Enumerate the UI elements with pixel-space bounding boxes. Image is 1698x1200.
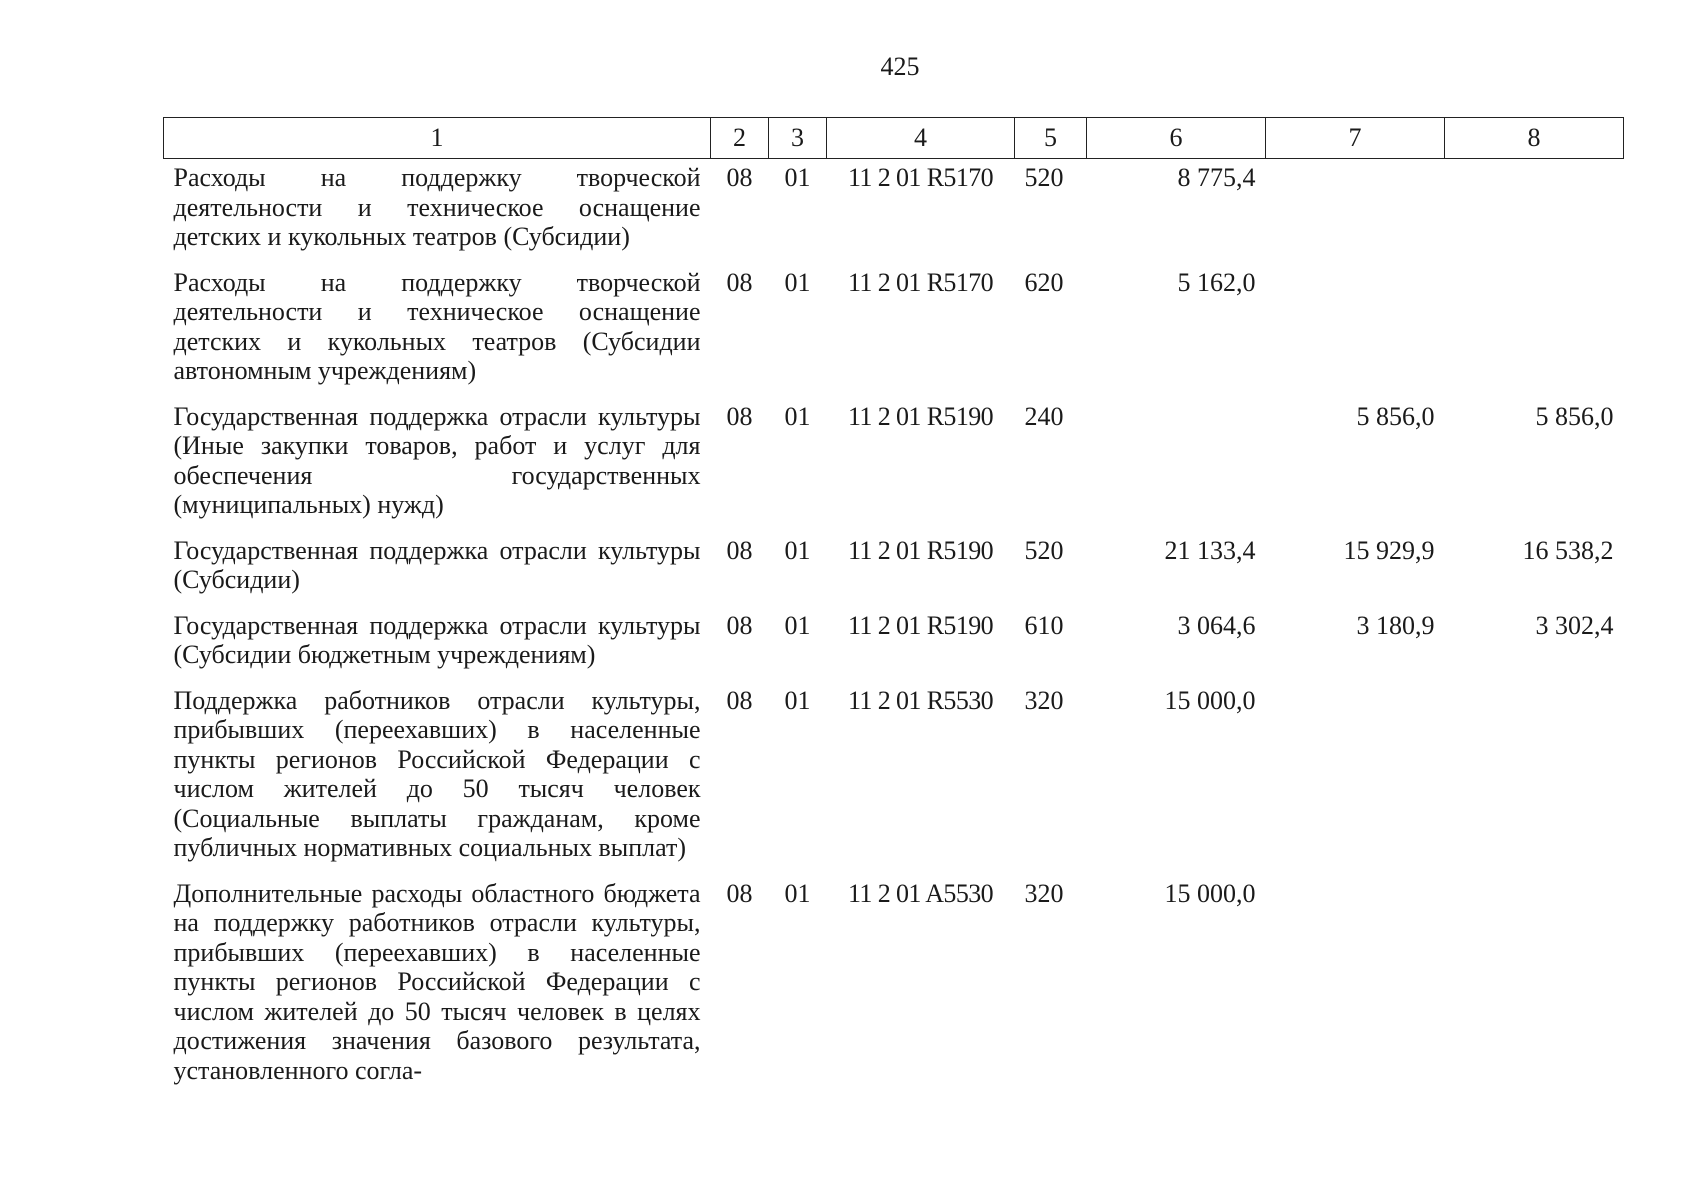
amount-col6: 5 162,0 xyxy=(1177,267,1256,297)
section-code: 08 xyxy=(726,610,753,640)
amount-col7 xyxy=(1266,159,1445,264)
amount-col8: 3 302,4 xyxy=(1535,610,1614,640)
expense-type-code: 520 xyxy=(1024,535,1064,565)
section-code: 08 xyxy=(726,401,753,431)
amount-col8: 5 856,0 xyxy=(1535,401,1614,431)
table-row xyxy=(164,532,1624,607)
amount-col6 xyxy=(1087,398,1266,532)
subsection-code: 01 xyxy=(784,878,811,908)
table-row xyxy=(164,875,1624,1098)
row-description: Государственная поддержка отрасли культуры (Субсидии) xyxy=(173,535,701,594)
expense-type-code: 620 xyxy=(1024,267,1064,297)
header-cell-6: 6 xyxy=(1087,118,1266,159)
target-article-code: 11 2 01 R5190 xyxy=(847,610,994,640)
amount-col8: 16 538,2 xyxy=(1522,535,1614,565)
amount-col6: 21 133,4 xyxy=(1164,535,1256,565)
row-description: Расходы на поддержку творческой деятельности и техническое оснащение детских и кукольных театров (Субсидии автономным учреждениям) xyxy=(173,267,701,385)
target-article-code: 11 2 01 R5170 xyxy=(847,163,994,192)
subsection-code: 01 xyxy=(784,401,811,431)
section-code: 08 xyxy=(726,163,753,192)
table-row xyxy=(164,682,1624,875)
subsection-code: 01 xyxy=(784,610,811,640)
amount-col7: 5 856,0 xyxy=(1356,401,1435,431)
amount-col7 xyxy=(1266,875,1445,1098)
row-description: Государственная поддержка отрасли культуры (Иные закупки товаров, работ и услуг для обеспечения государственных (муниципальных) нужд) xyxy=(173,401,701,519)
header-cell-3: 3 xyxy=(769,118,827,159)
target-article-code: 11 2 01 R5170 xyxy=(847,267,994,297)
table-row xyxy=(164,607,1624,682)
target-article-code: 11 2 01 R5190 xyxy=(847,401,994,431)
amount-col7 xyxy=(1266,264,1445,398)
subsection-code: 01 xyxy=(784,535,811,565)
amount-col6: 3 064,6 xyxy=(1177,610,1256,640)
row-description: Дополнительные расходы областного бюджета на поддержку работников отрасли культуры, прибывших (переехавших) в населенные пункты регионов Российской Федерации с числом жителей до 50 тысяч человек в целях достижения значения базового результата, установленного согла- xyxy=(173,878,701,1085)
amount-col8 xyxy=(1445,264,1624,398)
target-article-code: 11 2 01 A5530 xyxy=(847,878,994,908)
header-cell-8: 8 xyxy=(1445,118,1624,159)
expense-type-code: 610 xyxy=(1024,610,1064,640)
row-description: Государственная поддержка отрасли культуры (Субсидии бюджетным учреждениям) xyxy=(173,610,701,669)
amount-col7: 15 929,9 xyxy=(1343,535,1435,565)
expense-type-code: 520 xyxy=(1024,163,1064,192)
header-cell-7: 7 xyxy=(1266,118,1445,159)
expense-type-code: 240 xyxy=(1024,401,1064,431)
header-row xyxy=(164,118,1624,159)
budget-table xyxy=(163,117,1624,1097)
amount-col8 xyxy=(1445,875,1624,1098)
amount-col7: 3 180,9 xyxy=(1356,610,1435,640)
header-cell-1: 1 xyxy=(164,118,711,159)
amount-col8 xyxy=(1445,682,1624,875)
expense-type-code: 320 xyxy=(1024,878,1064,908)
section-code: 08 xyxy=(726,878,753,908)
amount-col8 xyxy=(1445,159,1624,264)
header-cell-2: 2 xyxy=(711,118,769,159)
amount-col6: 15 000,0 xyxy=(1164,685,1256,715)
row-description: Поддержка работников отрасли культуры, прибывших (переехавших) в населенные пункты регионов Российской Федерации с числом жителей до 50 тысяч человек (Социальные выплаты гражданам, кроме публичных нормативных социальных выплат) xyxy=(173,685,701,862)
amount-col7 xyxy=(1266,682,1445,875)
header-cell-5: 5 xyxy=(1015,118,1087,159)
row-description: Расходы на поддержку творческой деятельности и техническое оснащение детских и кукольных театров (Субсидии) xyxy=(173,163,701,251)
expense-type-code: 320 xyxy=(1024,685,1064,715)
table-row xyxy=(164,398,1624,532)
section-code: 08 xyxy=(726,267,753,297)
target-article-code: 11 2 01 R5190 xyxy=(847,535,994,565)
page-number: 425 xyxy=(880,52,920,81)
table-row xyxy=(164,264,1624,398)
section-code: 08 xyxy=(726,685,753,715)
header-cell-4: 4 xyxy=(827,118,1015,159)
subsection-code: 01 xyxy=(784,163,811,192)
subsection-code: 01 xyxy=(784,685,811,715)
amount-col6: 15 000,0 xyxy=(1164,878,1256,908)
target-article-code: 11 2 01 R5530 xyxy=(847,685,994,715)
table-row xyxy=(164,159,1624,264)
subsection-code: 01 xyxy=(784,267,811,297)
section-code: 08 xyxy=(726,535,753,565)
amount-col6: 8 775,4 xyxy=(1177,163,1256,192)
